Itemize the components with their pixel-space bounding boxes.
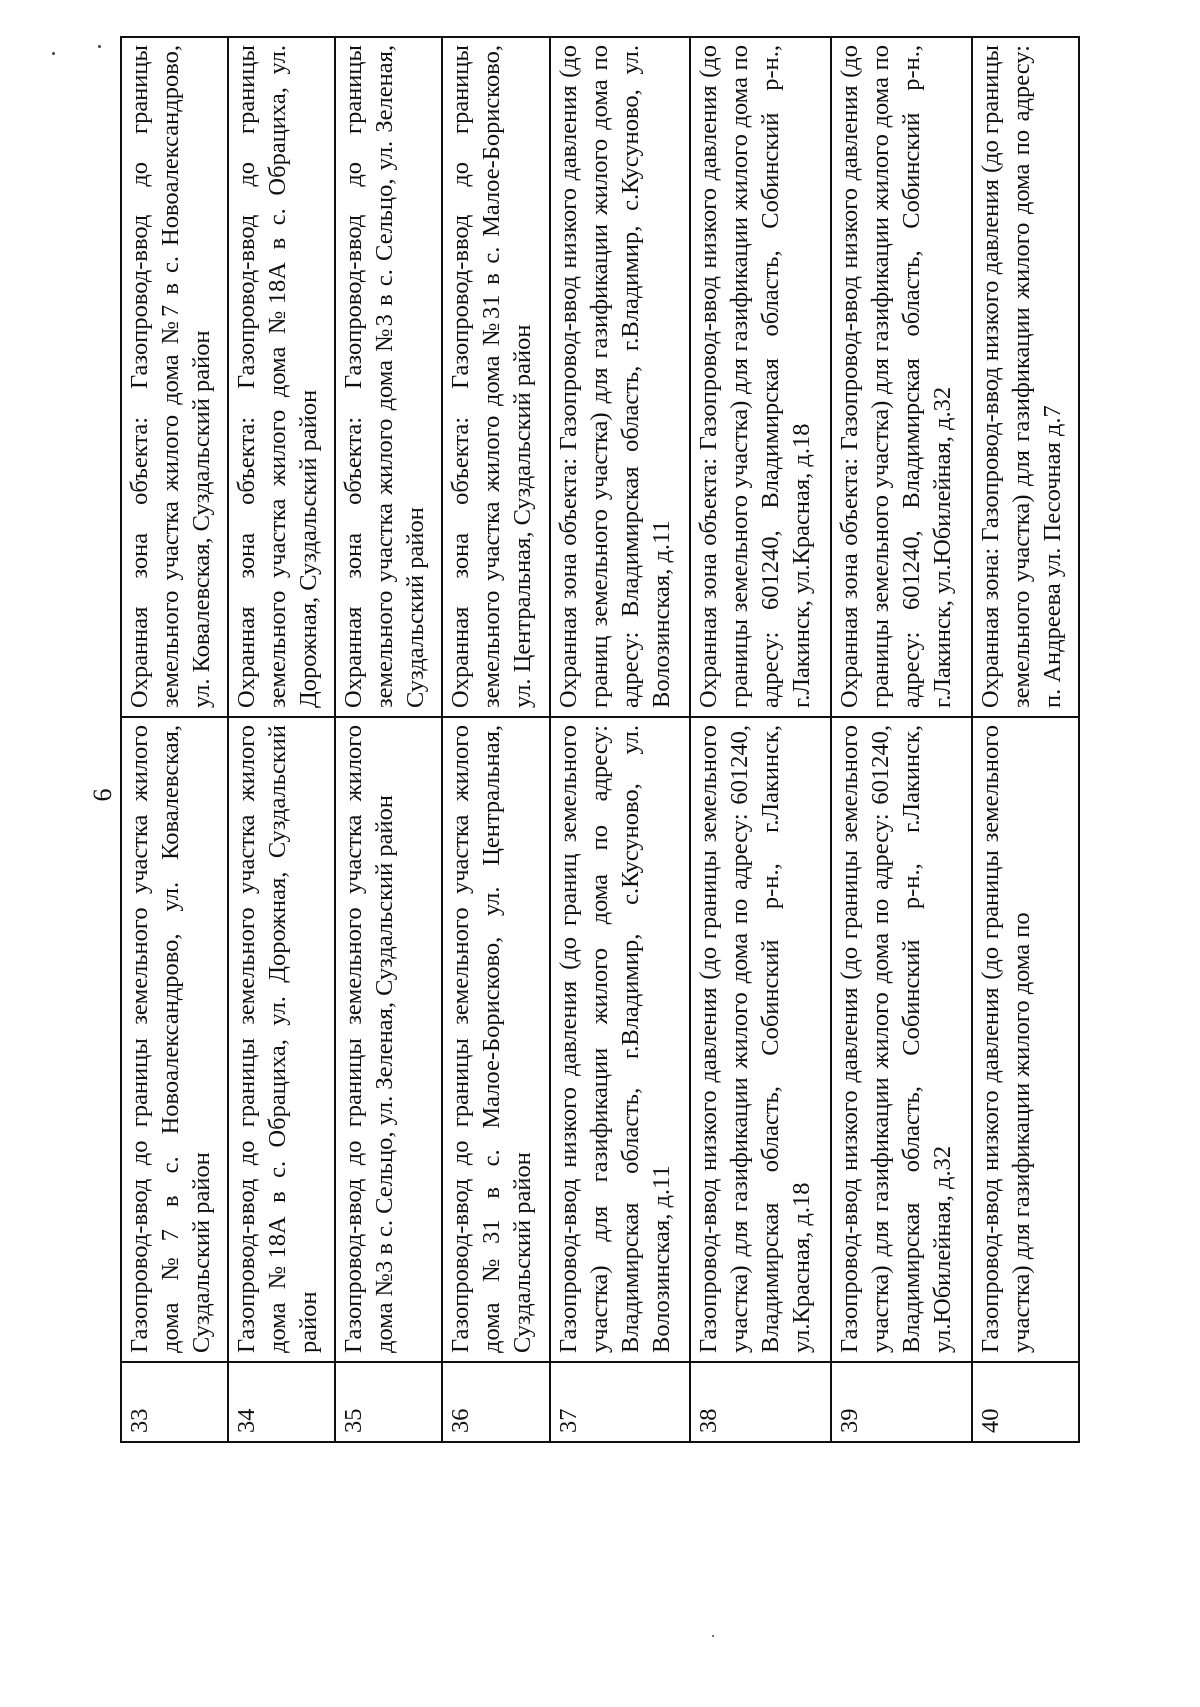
row-number: 37 [550,1362,691,1442]
object-description: Газопровод-ввод низкого давления (до границы земельного участка) для газификации жилого дома по адресу: 601240, Владимирская область, Собинский р-н., г.Лакинск, ул.Юбилейная, д.32 [831,717,972,1362]
register-table [120,36,1080,1443]
table-row [831,37,972,1442]
protection-zone-description: Охранная зона объекта: Газопровод-ввод до границы земельного участка жилого дома №3 в с. Сельцо, ул. Зеленая, Суздальский район [335,37,442,717]
object-description: Газопровод-ввод до границы земельного участка жилого дома №31 в с. Малое-Борисково, ул. Центральная, Суздальский район [442,717,549,1362]
protection-zone-description: Охранная зона объекта: Газопровод-ввод низкого давления (до границы земельного участка) для газификации жилого дома по адресу: 601240, Владимирская область, Собинский р-н., г.Лакинск, ул.Красная, д.18 [690,37,831,717]
page-number: 6 [88,788,117,802]
row-number: 39 [831,1362,972,1442]
object-description: Газопровод-ввод низкого давления (до границы земельного участка) для газификации жилого дома по адресу: 601240, Владимирская область, Собинский р-н., г.Лакинск, ул.Красная, д.18 [690,717,831,1362]
protection-zone-description: Охранная зона объекта: Газопровод-ввод до границы земельного участка жилого дома №31 в с. Малое-Борисково, ул. Центральная, Суздальский район [442,37,549,717]
table-row [690,37,831,1442]
protection-zone-description: Охранная зона объекта: Газопровод-ввод низкого давления (до границ земельного участка) для газификации жилого дома по адресу: Владимирская область, г.Владимир, с.Кусуново, ул. Волозинская, д.11 [550,37,691,717]
table-row [121,37,228,1442]
row-number: 33 [121,1362,228,1442]
rotated-table-wrapper [120,38,1080,1443]
table-row [442,37,549,1442]
protection-zone-description: Охранная зона: Газопровод-ввод низкого давления (до границы земельного участка) для газификации жилого дома по адресу: п. Андреева ул. Песочная д.7 [972,37,1079,717]
table-row [550,37,691,1442]
row-number: 36 [442,1362,549,1442]
object-description: Газопровод-ввод низкого давления (до границы земельного участка) для газификации жилого дома по [972,717,1079,1362]
object-description: Газопровод-ввод низкого давления (до границ земельного участка) для газификации жилого дома по адресу: Владимирская область, г.Владимир, с.Кусуново, ул. Волозинская, д.11 [550,717,691,1362]
row-number: 40 [972,1362,1079,1442]
scan-speck [712,1635,714,1637]
scan-speck [52,52,55,55]
object-description: Газопровод-ввод до границы земельного участка жилого дома №18А в с. Обрациха, ул. Дорожная, Суздальский район [228,717,335,1362]
object-description: Газопровод-ввод до границы земельного участка жилого дома №7 в с. Новоалександрово, ул. Ковалевская, Суздальский район [121,717,228,1362]
row-number: 35 [335,1362,442,1442]
protection-zone-description: Охранная зона объекта: Газопровод-ввод до границы земельного участка жилого дома №18А в с. Обрациха, ул. Дорожная, Суздальский район [228,37,335,717]
row-number: 34 [228,1362,335,1442]
table-row [972,37,1079,1442]
protection-zone-description: Охранная зона объекта: Газопровод-ввод до границы земельного участка жилого дома №7 в с. Новоалександрово, ул. Ковалевская, Суздальский район [121,37,228,717]
scan-speck [98,45,101,48]
table-row [335,37,442,1442]
protection-zone-description: Охранная зона объекта: Газопровод-ввод низкого давления (до границы земельного участка) для газификации жилого дома по адресу: 601240, Владимирская область, Собинский р-н., г.Лакинск, ул.Юбилейная, д.32 [831,37,972,717]
object-description: Газопровод-ввод до границы земельного участка жилого дома №3 в с. Сельцо, ул. Зеленая, Суздальский район [335,717,442,1362]
table-row [228,37,335,1442]
row-number: 38 [690,1362,831,1442]
